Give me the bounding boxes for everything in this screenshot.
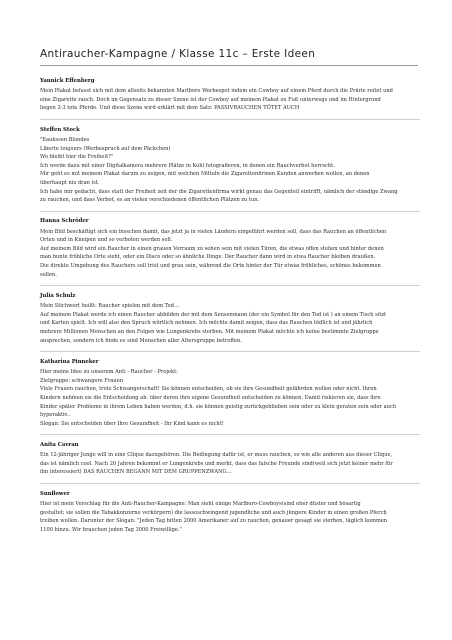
entry-author: Sunflower — [40, 490, 70, 497]
text-line: Mir geht es mit meinem Plakat darum zu zeigen, mit welchen Mitteln die Zigarettenfirmen Kunden anwerben wollen, an denen — [40, 171, 370, 178]
text-line: Ich habe mir gedacht, dass statt der Freiheit zeit der die Zigarettenfirma wirkt genau das Gegenteil eintrifft, nämlich der ständige Zwang — [40, 188, 398, 195]
text-line: das ist nämlich cool. Nach 20 Jahren bekommt er Lungenkrebs und merkt, dass das falsche Freunde sind(weil sich jetzt keiner mehr für — [40, 460, 393, 467]
entry-text — [40, 87, 420, 113]
entry-block — [40, 441, 420, 477]
text-line: ihn interessiert) DAS RAUCHEN BEGANN MIT DEM GRUPPENZWANG… — [40, 469, 232, 476]
entry-block — [40, 217, 420, 279]
text-line: Auf meinem Bild wird ein Raucher in einen grauen Vorraum zu sehen sein mit vielen Türen, die etwas offen stehen und hinter denen — [40, 245, 384, 252]
entry-text — [40, 302, 420, 345]
text-line: Ich werde dazu mit einer Digitalkamera mehrere Plätze in Kohl fotografieren, in denen ein Rauchverbot herrscht. — [40, 162, 335, 169]
entry-text — [40, 228, 420, 280]
text-line: mehrere Millionen Menschen an den Folgen wie Lungenkrebs sterben. Mit meinem Plakat möchte ich keine bestimmte Zielgruppe — [40, 328, 379, 335]
text-line: Kindern nehmen sie die Entscheidung ab. über deren ihre eigene Gesundheit entscheiden zu können. Damit riskieren sie, dass ihre — [40, 394, 381, 401]
entry-text — [40, 368, 420, 428]
entry-author: Katharina Pinneker — [40, 358, 99, 365]
entry-block — [40, 490, 420, 535]
text-line: Mein Stichwort heißt: Raucher spielen mit dem Tod… — [40, 303, 180, 310]
text-line: 1100 hinzu. Wir brauchen jeden Tag 3000 Freiwillige." — [40, 526, 182, 533]
text-line: Wo bleibt hier die Freiheit?" — [40, 154, 114, 161]
entry-block — [40, 358, 420, 428]
entry-divider — [40, 483, 420, 484]
entry-text — [40, 451, 420, 477]
text-line: hyperaktiv.. — [40, 412, 71, 419]
entry-author: Steffen Stock — [40, 126, 80, 133]
text-line: Auf meinem Plakat werde ich einen Raucher abbilden der mit dem Sensenmann (der ein Symbol für den Tod ist ) an einem Tisch sitzt — [40, 311, 387, 318]
entry-divider — [40, 119, 420, 120]
text-line: und Karten spielt. Ich will also den Spruch wörtlich nehmen. Ich möchte damit zeigen, dass das Rauchen tödlich ist und jährlich — [40, 320, 373, 327]
entry-divider — [40, 434, 420, 435]
text-line: Kinder später Probleme in ihrem Leben haben werden, d.h. sie können geistig zurückgeblieben sein oder zu klein geraten sein oder auch — [40, 403, 397, 410]
entry-divider — [40, 351, 420, 352]
document-title: Antiraucher-Kampagne / Klasse 11c – Erste Ideen — [40, 48, 316, 60]
text-line: Liberte toujours (Werbespruch auf dem Päckchen) — [40, 145, 171, 152]
entry-divider — [40, 285, 420, 286]
text-line: Ein 12-jähriger Junge will in eine Clique dazugehören. Die Bedingung dafür ist, er muss rauchen, so wie alle anderen aus dieser Clique, — [40, 452, 393, 459]
entries-list — [40, 77, 420, 541]
text-line: Mein Bild beschäftigt sich ein bisschen damit, das jetzt ja in vielen Ländern eingeführt werden soll, dass das Rauchen an öffentlichen — [40, 228, 387, 235]
entry-author: Anita Cavran — [40, 442, 79, 449]
entry-block — [40, 292, 420, 345]
entry-author: Yannick Effenberg — [40, 78, 95, 84]
entry-author: Hanna Schröder — [40, 218, 89, 225]
text-line: liegen 2-3 tote Pferde. Und diese Szene wird erklärt mit dem Satz: PASSIVRAUCHEN TÖTET AUCH — [40, 105, 300, 112]
text-line: eine Zigarette rauch. Doch im Gegensatz zu dieser Szene ist der Cowboy auf meinem Plakat zu Fuß unterwegs und im Hintergrund — [40, 96, 381, 103]
text-line: zu rauchen, und dass Verbot, es an vielen verschiedenen öffentlichen Plätzen zu tun. — [40, 197, 260, 204]
text-line: Slogan: Sie entscheiden über Ihre Gesundheit - Ihr Kind kann es nicht! — [40, 420, 224, 427]
text-line: Orten und in Kneipen und so verboten werden soll. — [40, 237, 173, 244]
text-line: "Eaukssen Blondes — [40, 136, 90, 143]
entry-author: Julia Schulz — [40, 293, 76, 299]
entry-block — [40, 126, 420, 205]
text-line: ansprechen, sondern ich finde es sind Menschen aller Altersgruppe betroffen. — [40, 337, 242, 344]
text-line: Mein Plakat befasst sich mit dem allseits bekannten Marlboro Werbespot indem ein Cowboy auf einem Pferd durch die Prärie reitet und — [40, 88, 393, 95]
text-line: Zielgruppe: schwangere Frauen — [40, 377, 124, 384]
text-line: überhaupt nix dran ist. — [40, 179, 100, 186]
text-line: Hier ist mein Vorschlag für die Anti-Raucher-Kampagne: Man sieht einige Marlboro-Cowboys(sind eher düster und bösartig — [40, 501, 361, 507]
entry-block — [40, 77, 420, 113]
entry-text — [40, 500, 420, 534]
entry-divider — [40, 211, 420, 212]
text-line: treiben wollen. Darunter der Slogan: "Jeden Tag bitten 2000 Amerikaner auf zu rauchen, genauer gesagt sie sterben, täglich kommen — [40, 518, 388, 525]
text-line: man bunte fröhliche Orte sieht, oder ein Disco oder so ähnliche Dinge. Der Raucher dann wird in etwa Raucher bleiben draußen. — [40, 254, 376, 261]
title-divider — [40, 65, 418, 66]
text-line: gestaltet; sie sollen die Tabakkonzerne verkörpern) die lassoschwingend jugendliche und auch jüngere Kinder in einen großen Pferch — [40, 509, 387, 516]
entry-text — [40, 136, 420, 205]
text-line: sollen. — [40, 271, 57, 278]
text-line: Viele Frauen rauchen, trotz Schwangerschaft! Sie können entscheiden, ob sie ihre Gesundheit gefährden wollen oder nicht. Ihren — [40, 386, 377, 393]
text-line: Die direkte Umgebung des Rauchers soll trist und grau sein, während die Orte hinter der Tür etwas fröhliches, schönes bekommen — [40, 263, 381, 270]
text-line: Hier meine Idee zu unserem Anti - Raucher - Projekt: — [40, 369, 178, 376]
